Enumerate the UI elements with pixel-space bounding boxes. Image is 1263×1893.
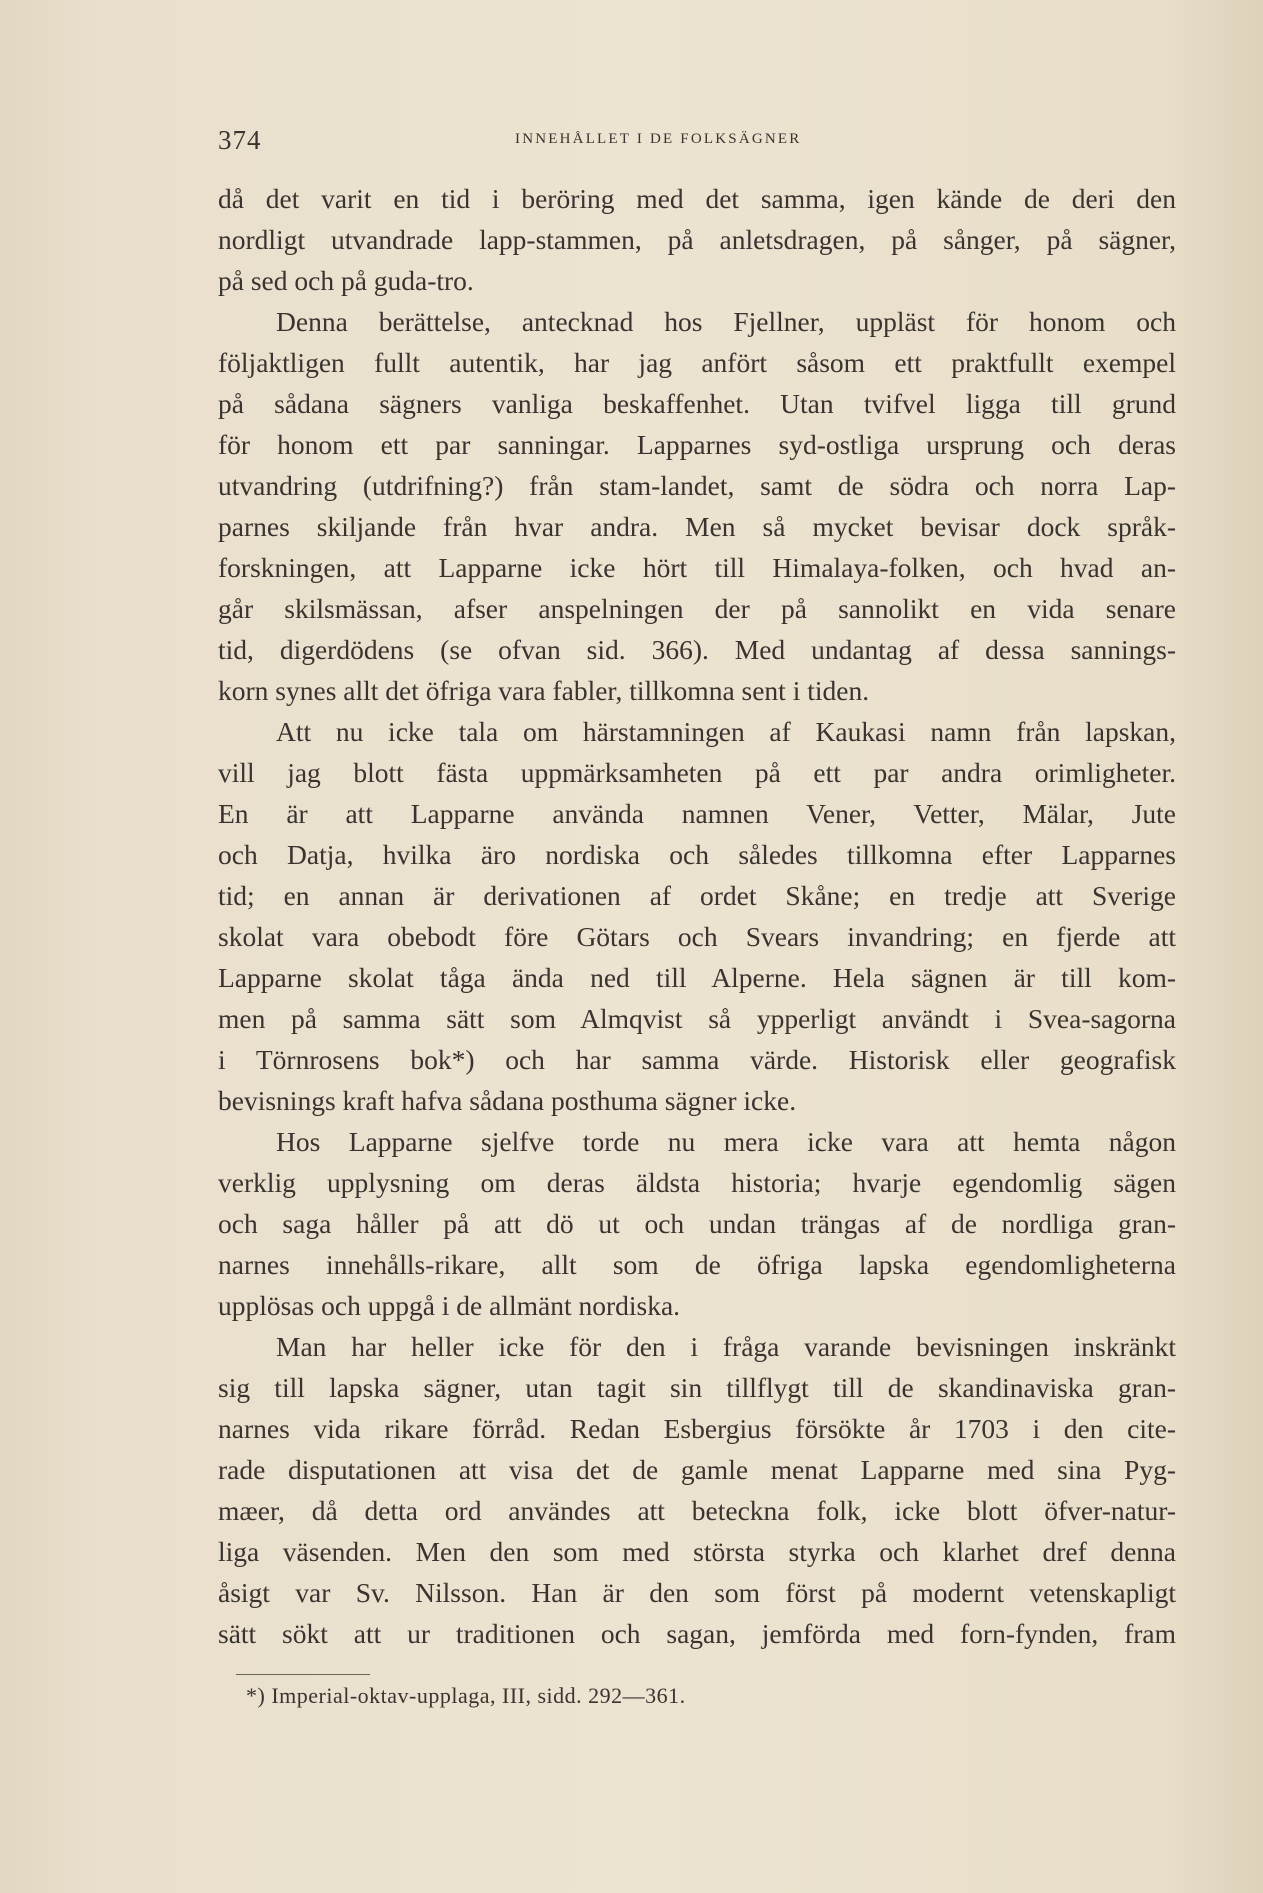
text-line: bevisnings kraft hafva sådana posthuma sägner icke.: [218, 1085, 797, 1116]
text-line: narnes vida rikare förråd. Redan Esbergius försökte år 1703 i den cite-: [218, 1413, 1176, 1444]
text-line: forskningen, att Lapparne icke hört till Himalaya-folken, och hvad an-: [218, 552, 1176, 583]
text-line: narnes innehålls-rikare, allt som de öfriga lapska egendomligheterna: [218, 1249, 1176, 1280]
text-line: Man har heller icke för den i fråga varande bevisningen inskränkt: [276, 1331, 1176, 1362]
text-line: på sådana sägners vanliga beskaffenhet. Utan tvifvel ligga till grund: [218, 388, 1176, 419]
text-line: korn synes allt det öfriga vara fabler, tillkomna sent i tiden.: [218, 675, 870, 706]
text-line: Lapparne skolat tåga ända ned till Alperne. Hela sägnen är till kom-: [218, 962, 1176, 993]
page-number: 374: [218, 125, 262, 155]
text-line: skolat vara obebodt före Götars och Svears invandring; en fjerde att: [218, 921, 1176, 952]
text-line: utvandring (utdrifning?) från stam-landet, samt de södra och norra Lap-: [218, 470, 1176, 501]
text-line: då det varit en tid i beröring med det samma, igen kände de deri den: [218, 183, 1176, 214]
footnote: *) Imperial-oktav-upplaga, III, sidd. 292—361.: [246, 1683, 686, 1708]
text-line: vill jag blott fästa uppmärksamheten på ett par andra orimligheter.: [218, 757, 1176, 788]
text-line: i Törnrosens bok*) och har samma värde. Historisk eller geografisk: [218, 1044, 1176, 1075]
text-line: på sed och på guda-tro.: [218, 265, 474, 296]
running-head: INNEHÅLLET I DE FOLKSÄGNER: [515, 131, 802, 147]
text-line: tid, digerdödens (se ofvan sid. 366). Med undantag af dessa sannings-: [218, 634, 1176, 665]
text-line: verklig upplysning om deras äldsta historia; hvarje egendomlig sägen: [218, 1167, 1176, 1198]
text-line: Att nu icke tala om härstamningen af Kaukasi namn från lapskan,: [276, 716, 1176, 747]
text-line: tid; en annan är derivationen af ordet Skåne; en tredje att Sverige: [218, 880, 1176, 911]
text-line: rade disputationen att visa det de gamle menat Lapparne med sina Pyg-: [218, 1454, 1176, 1485]
text-line: men på samma sätt som Almqvist så ypperligt användt i Svea-sagorna: [218, 1003, 1176, 1034]
text-line: parnes skiljande från hvar andra. Men så mycket bevisar dock språk-: [218, 511, 1176, 542]
text-line: och Datja, hvilka äro nordiska och således tillkomna efter Lapparnes: [218, 839, 1176, 870]
body-text: [218, 178, 1176, 1654]
text-line: nordligt utvandrade lapp-stammen, på anletsdragen, på sånger, på sägner,: [218, 224, 1176, 255]
text-line: En är att Lapparne använda namnen Vener, Vetter, Mälar, Jute: [218, 798, 1176, 829]
text-line: mæer, då detta ord användes att beteckna folk, icke blott öfver-natur-: [218, 1495, 1176, 1526]
footnote-rule: [236, 1674, 370, 1675]
text-line: Denna berättelse, antecknad hos Fjellner, uppläst för honom och: [276, 306, 1176, 337]
text-line: för honom ett par sanningar. Lapparnes syd-ostliga ursprung och deras: [218, 429, 1176, 460]
text-line: sig till lapska sägner, utan tagit sin tillflygt till de skandinaviska gran-: [218, 1372, 1176, 1403]
text-line: liga väsenden. Men den som med största styrka och klarhet dref denna: [218, 1536, 1176, 1567]
text-line: åsigt var Sv. Nilsson. Han är den som först på modernt vetenskapligt: [218, 1577, 1176, 1608]
page-header: [218, 125, 1018, 165]
text-line: upplösas och uppgå i de allmänt nordiska.: [218, 1290, 681, 1321]
text-line: går skilsmässan, afser anspelningen der på sannolikt en vida senare: [218, 593, 1176, 624]
text-line: följaktligen fullt autentik, har jag anfört såsom ett praktfullt exempel: [218, 347, 1176, 378]
text-line: och saga håller på att dö ut och undan trängas af de nordliga gran-: [218, 1208, 1176, 1239]
text-line: sätt sökt att ur traditionen och sagan, jemförda med forn-fynden, fram: [218, 1618, 1176, 1649]
text-line: Hos Lapparne sjelfve torde nu mera icke vara att hemta någon: [276, 1126, 1176, 1157]
